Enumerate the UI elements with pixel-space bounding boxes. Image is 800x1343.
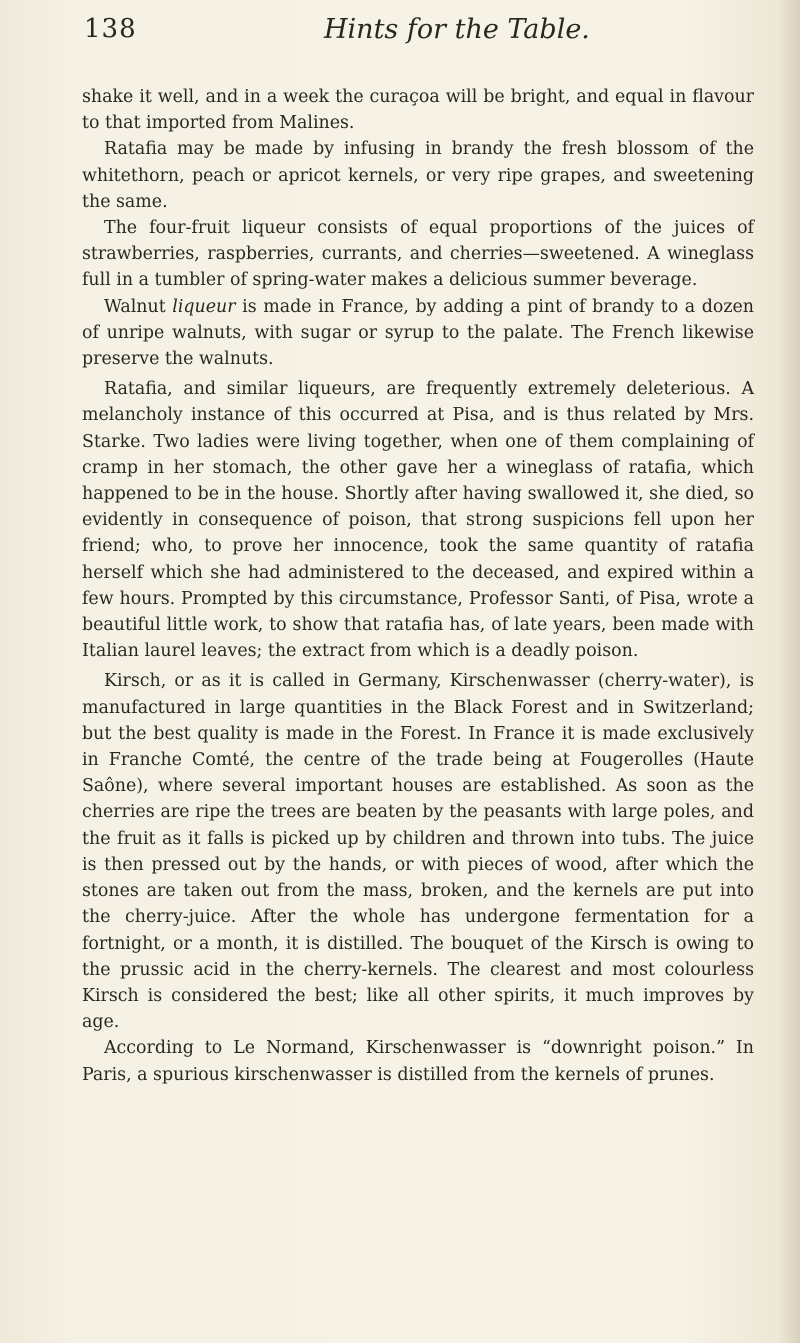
page-edge-shadow [778, 0, 800, 1343]
page-header [74, 14, 774, 54]
page-number: 138 [84, 14, 137, 44]
paragraph-ratafia-danger: Ratafia, and similar liqueurs, are frequently extremely deleterious. A melancholy instance of this occurred at Pisa, and is thus related by Mrs. Starke. Two ladies were living together, when one of them complaining of cramp in her stomach, the other gave her a wineglass of ratafia, which happened to be in the house. Shortly after having swallowed it, she died, so evidently in consequence of poison, that strong suspicions fell upon her friend; who, to prove her innocence, took the same quantity of ratafia herself which she had administered to the deceased, and expired within a few hours. Prompted by this circumstance, Professor Santi, of Pisa, wrote a beautiful little work, to show that ratafia has, of late years, been made with Italian laurel leaves; the extract from which is a deadly poison. [82, 379, 754, 662]
walnut-text-start: Walnut [104, 296, 173, 317]
paragraph-four-fruit-liqueur: The four-fruit liqueur consists of equal proportions of the juices of strawberries, raspberries, currants, and cherries—sweetened. A wineglass full in a tumbler of spring-water makes a delicious summer beverage. [82, 218, 754, 291]
paragraph-kirsch: Kirsch, or as it is called in Germany, Kirschenwasser (cherry-water), is manufactured in large quantities in the Black Forest and in Switzerland; but the best quality is made in the Forest. In France it is made exclusively in Franche Comté, the centre of the trade being at Fougerolles (Haute Saône), where several important houses are established. As soon as the cherries are ripe the trees are beaten by the peasants with large poles, and the fruit as it falls is picked up by children and thrown into tubs. The juice is then pressed out by the hands, or with pieces of wood, after which the stones are taken out from the mass, broken, and the kernels are put into the cherry-juice. After the whole has undergone fermentation for a fortnight, or a month, it is distilled. The bouquet of the Kirsch is owing to the prussic acid in the cherry-kernels. The clearest and most colourless Kirsch is considered the best; like all other spirits, it much improves by age. [82, 671, 754, 1033]
walnut-text-end: is made in France, by adding a pint of brandy to a dozen of unripe walnuts, with sugar or syrup to the palate. The French likewise preserve the walnuts. [82, 296, 754, 370]
walnut-italic-word: liqueur [172, 296, 236, 317]
paragraph-ratafia-recipe: Ratafia may be made by infusing in brandy the fresh blossom of the whitethorn, peach or apricot kernels, or very ripe grapes, and sweetening the same. [82, 139, 754, 212]
paragraph-walnut-liqueur [82, 294, 754, 373]
paragraph-le-normand: According to Le Normand, Kirschenwasser is “downright poison.” In Paris, a spurious kirschenwasser is distilled from the kernels of prunes. [82, 1038, 754, 1085]
paragraph-curacoa-continued: shake it well, and in a week the curaçoa will be bright, and equal in flavour to that imported from Malines. [82, 87, 754, 134]
body-text [82, 84, 754, 1088]
running-title: Hints for the Table. [324, 14, 590, 45]
